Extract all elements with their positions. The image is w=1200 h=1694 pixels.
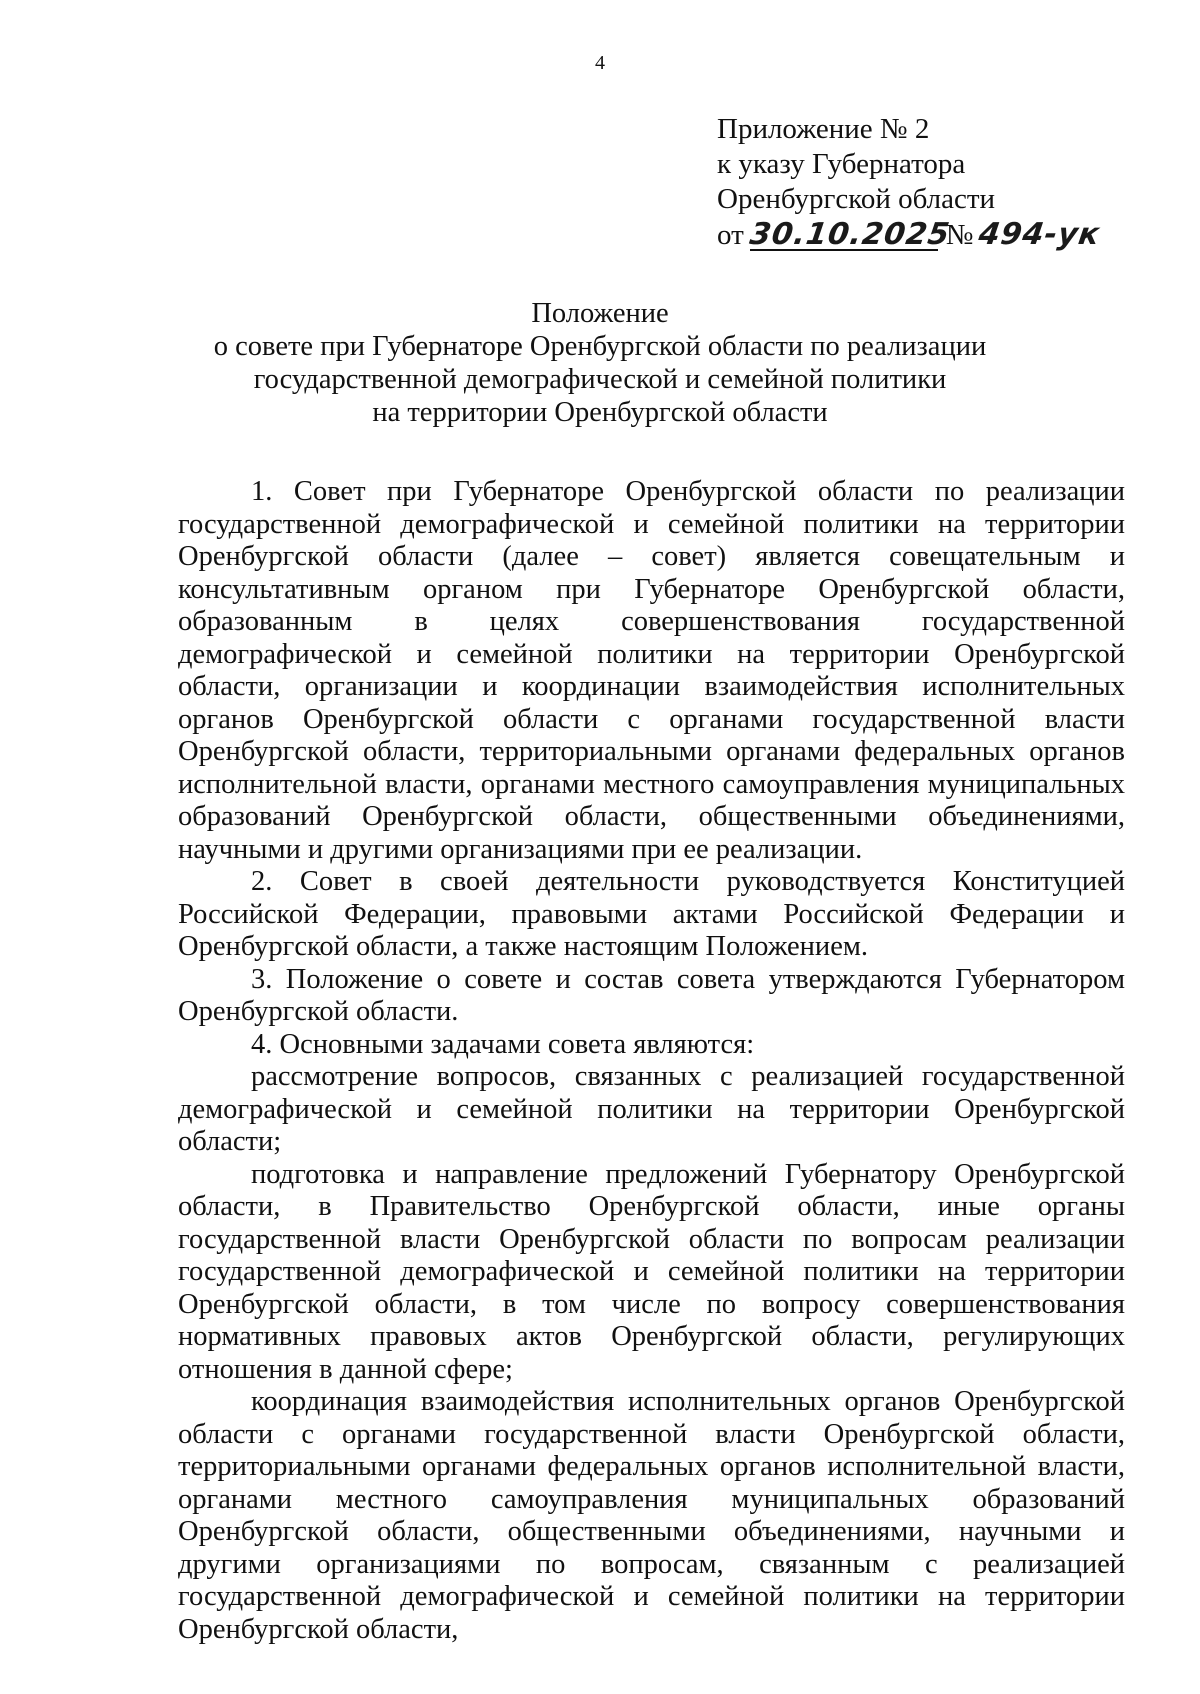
date-prefix: от bbox=[717, 219, 744, 251]
appendix-date-line bbox=[717, 217, 1157, 253]
title-line-1: Положение bbox=[531, 298, 669, 329]
document-body bbox=[178, 476, 1125, 1646]
paragraph-3: 3. Положение о совете и состав совета утверждаются Губернатором Оренбургской области. bbox=[178, 963, 1125, 1027]
paragraph-task-1: рассмотрение вопросов, связанных с реализацией государственной демографической и семейной политики на территории Оренбургской области; bbox=[178, 1061, 1125, 1157]
appendix-title: Приложение № 2 bbox=[717, 113, 930, 145]
title-line-4: на территории Оренбургской области bbox=[372, 397, 828, 428]
handwritten-date: 30.10.2025 bbox=[747, 217, 953, 252]
paragraph-1: 1. Совет при Губернаторе Оренбургской области по реализации государственной демографической и семейной политики на территории Оренбургской области (далее – совет) является совещательным и консультативным органом при Губернаторе Оренбургской области, образованным в целях совершенствования государственной демографической и семейной политики на территории Оренбургской области, организации и координации взаимодействия исполнительных органов Оренбургской области с органами государственной власти Оренбургской области, территориальными органами федеральных органов исполнительной власти, органами местного самоуправления муниципальных образований Оренбургской области, общественными объединениями, научными и другими организациями при ее реализации. bbox=[178, 476, 1125, 865]
page-number: 4 bbox=[595, 52, 605, 74]
paragraph-task-2: подготовка и направление предложений Губернатору Оренбургской области, в Правительство Оренбургской области, иные органы государственной власти Оренбургской области по вопросам реализации государственной демографической и семейной политики на территории Оренбургской области, в том числе по вопросу совершенствования нормативных правовых актов Оренбургской области, регулирующих отношения в данной сфере; bbox=[178, 1158, 1125, 1385]
title-line-3: государственной демографической и семейной политики bbox=[253, 364, 947, 395]
title-line-2: о совете при Губернаторе Оренбургской области по реализации bbox=[213, 331, 987, 362]
handwritten-number: 494-ук bbox=[977, 217, 1103, 252]
appendix-decree-ref: к указу Губернатора bbox=[717, 148, 966, 180]
paragraph-task-3: координация взаимодействия исполнительных органов Оренбургской области с органами государственной власти Оренбургской области, территориальными органами федеральных органов исполнительной власти, органами местного самоуправления муниципальных образований Оренбургской области, общественными объединениями, научными и другими организациями по вопросам, связанным с реализацией государственной демографической и семейной политики на территории Оренбургской области, bbox=[178, 1386, 1125, 1645]
number-prefix: № bbox=[945, 219, 974, 251]
paragraph-2: 2. Совет в своей деятельности руководствуется Конституцией Российской Федерации, правовыми актами Российской Федерации и Оренбургской области, а также настоящим Положением. bbox=[178, 866, 1125, 962]
paragraph-4: 4. Основными задачами совета являются: bbox=[251, 1028, 755, 1060]
appendix-header bbox=[717, 112, 1157, 253]
appendix-region: Оренбургской области bbox=[717, 183, 996, 215]
document-title bbox=[0, 297, 1200, 429]
